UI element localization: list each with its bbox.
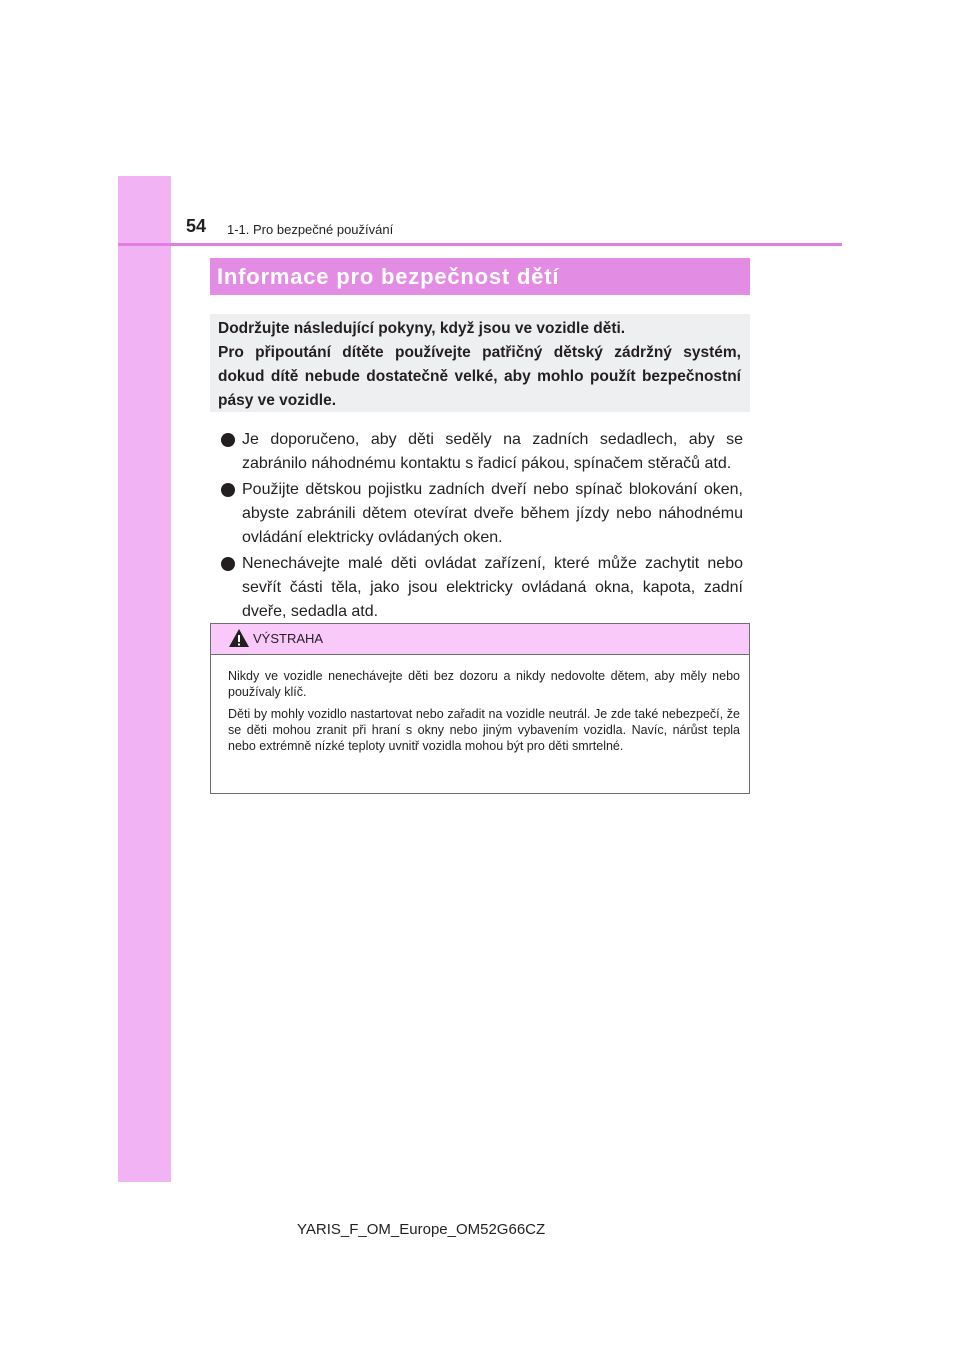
warning-box [210, 623, 750, 794]
warning-paragraph-2: Děti by mohly vozidlo nastartovat nebo zařadit na vozidle neutrál. Je zde také nebezpečí, že se děti mohou zranit při hraní s okny nebo jiným vybavením vozidla. Navíc, nárůst tepla nebo extrémně nízké teploty uvnitř vozidla mohou být pro děti smrtelné. [228, 707, 740, 753]
list-item [221, 428, 743, 476]
warning-paragraph-1: Nikdy ve vozidle nenechávejte děti bez dozoru a nikdy nedovolte dětem, aby měly nebo používaly klíč. [228, 669, 740, 699]
title-bar [210, 258, 750, 295]
section-label: 1-1. Pro bezpečné používání [227, 222, 394, 237]
list-item [221, 552, 743, 624]
list-item [221, 478, 743, 550]
bullet-icon [221, 483, 235, 497]
warning-triangle-icon [228, 628, 250, 648]
page-number: 54 [186, 216, 207, 236]
bullet-icon [221, 557, 235, 571]
bullet-text: Nenechávejte malé děti ovládat zařízení, které může zachytit nebo sevřít části těla, jako jsou elektricky ovládaná okna, kapota, zadní dveře, sedadla atd. [242, 555, 743, 620]
warning-title: VÝSTRAHA [253, 631, 324, 646]
header-rule [118, 243, 842, 246]
page-title: Informace pro bezpečnost dětí [217, 264, 560, 289]
intro-line-2: Pro připoutání dítěte používejte patřičný dětský zádržný systém, dokud dítě nebude dostatečně velké, aby mohlo použít bezpečnostní pásy ve vozidle. [218, 344, 741, 409]
warning-header [211, 624, 749, 655]
bullet-text: Je doporučeno, aby děti seděly na zadních sedadlech, aby se zabránilo náhodnému kontaktu s řadicí pákou, spínačem stěračů atd. [242, 431, 743, 472]
footer-document-code: YARIS_F_OM_Europe_OM52G66CZ [297, 1221, 546, 1238]
bullet-text: Použijte dětskou pojistku zadních dveří nebo spínač blokování oken, abyste zabránili dětem otevírat dveře během jízdy nebo náhodnému ovládání elektricky ovládaných oken. [242, 481, 743, 546]
side-tab [118, 176, 171, 1182]
intro-line-1: Dodržujte následující pokyny, když jsou ve vozidle děti. [218, 320, 626, 337]
bullet-list [221, 428, 743, 626]
warning-body [211, 655, 749, 754]
bullet-icon [221, 433, 235, 447]
intro-box [210, 314, 750, 412]
